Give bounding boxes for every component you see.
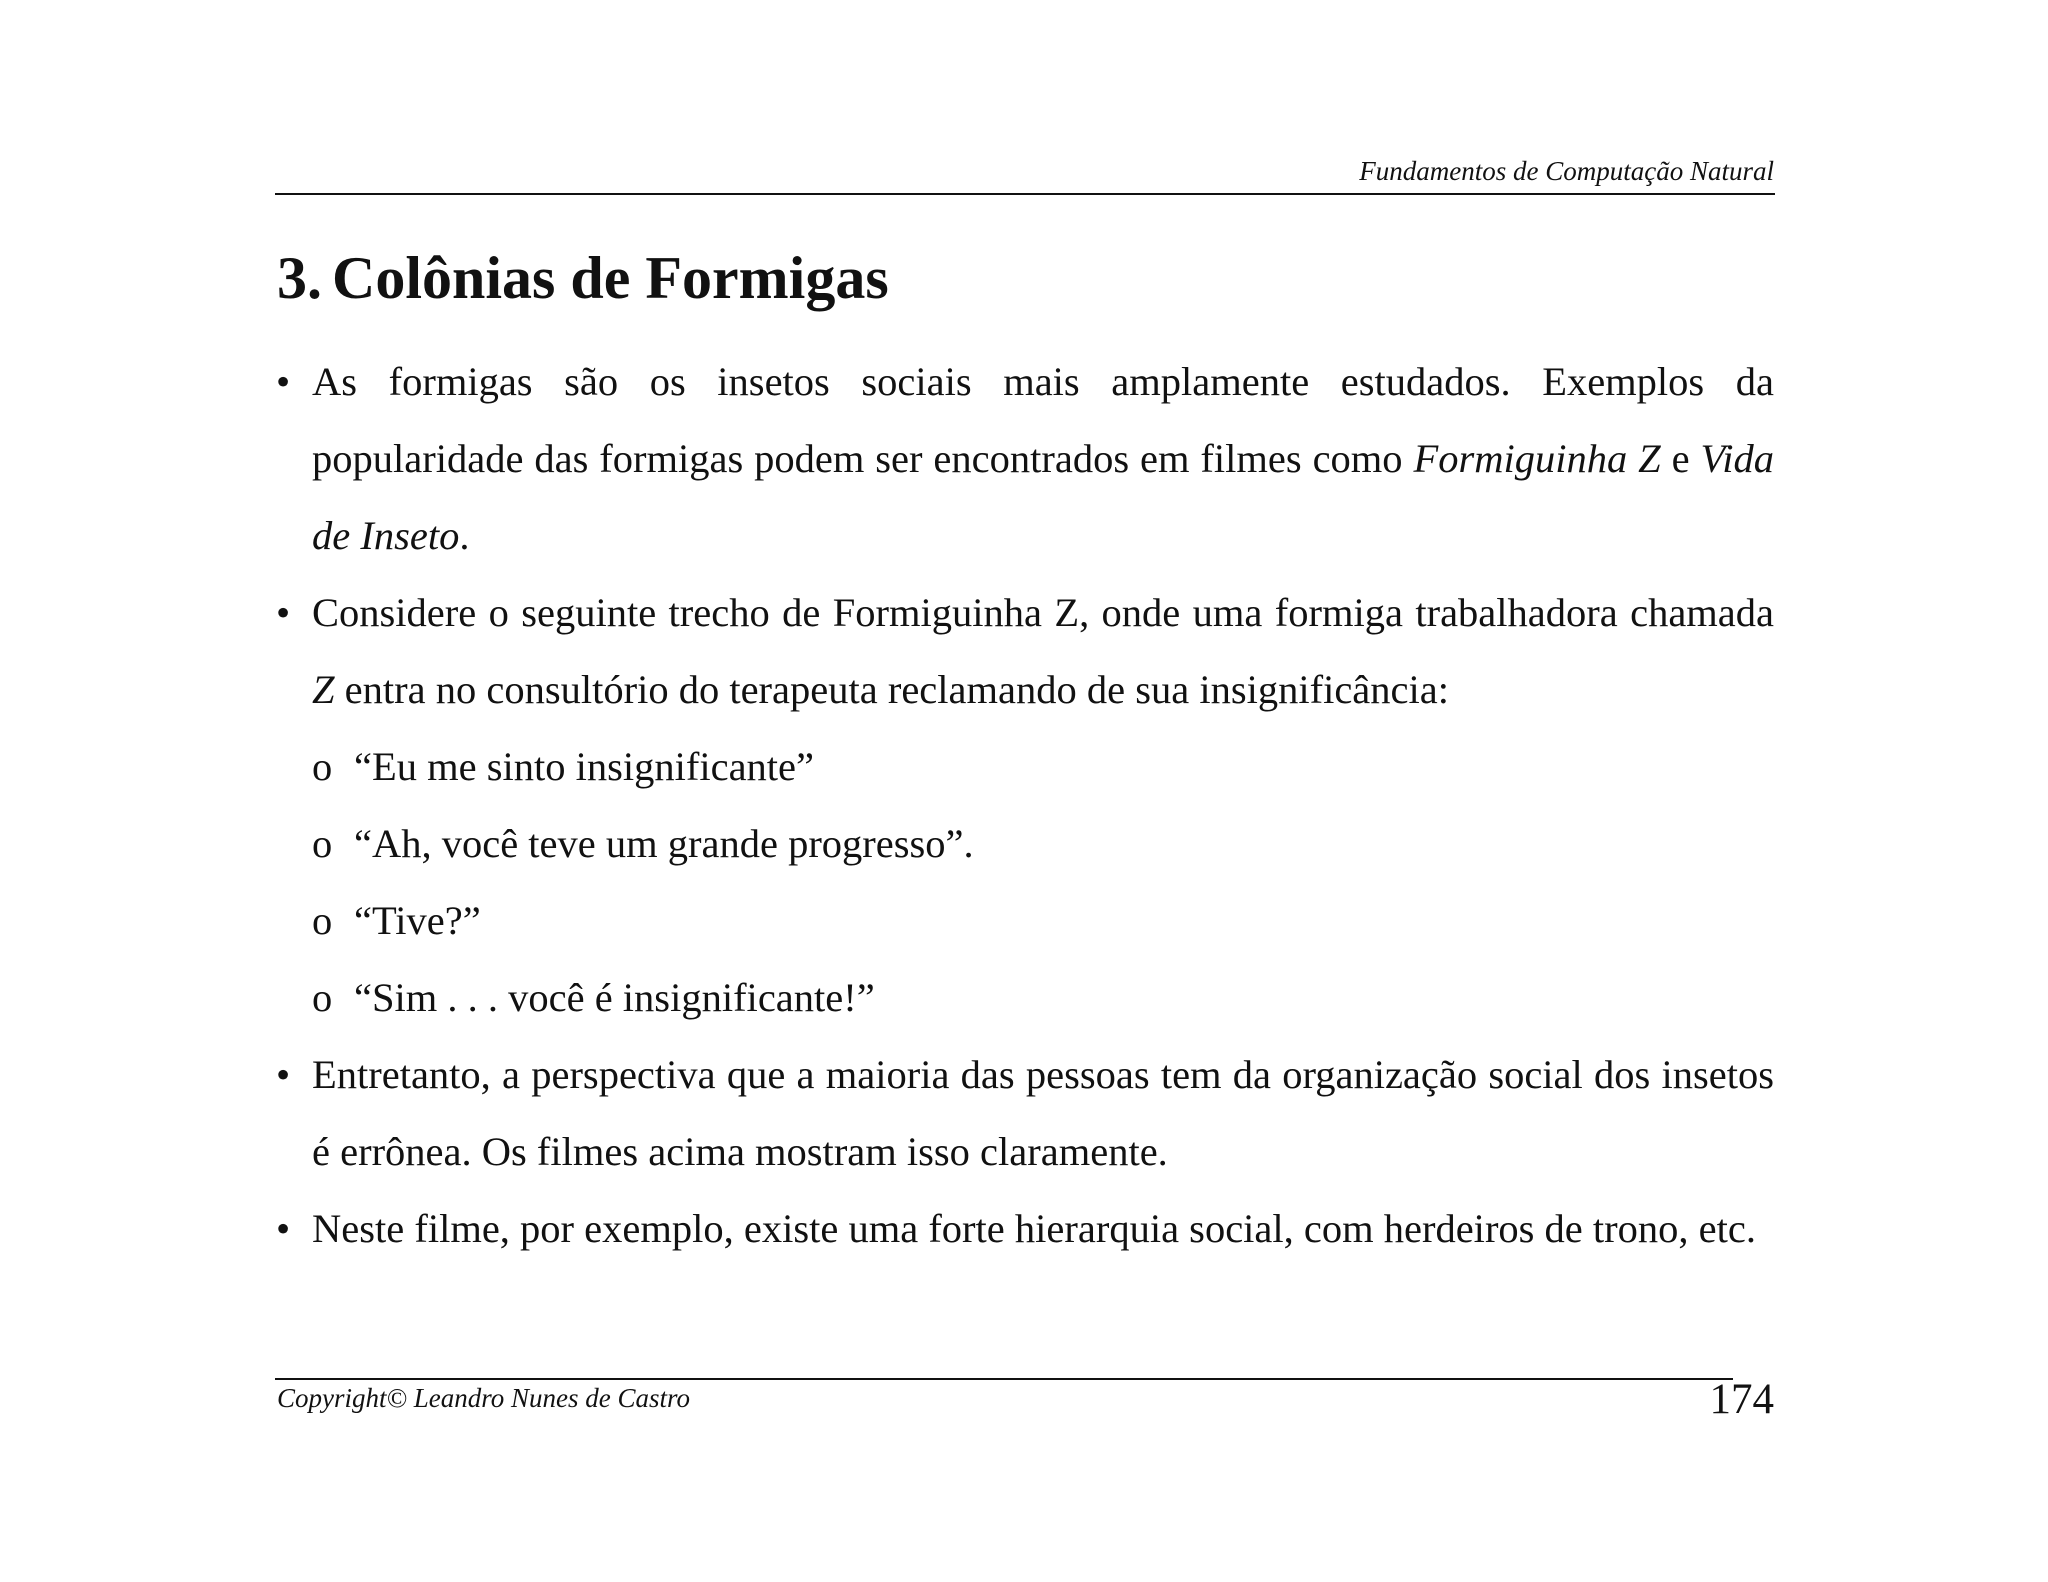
bullet-text: . [459, 513, 470, 558]
bullet-text: As formigas são os insetos sociais mais amplamente estudados. Exemplos da popularidade das formigas podem ser encontrados em filmes como [312, 359, 1774, 481]
dialogue-list [276, 728, 1774, 1036]
running-header: Fundamentos de Computação Natural [1359, 156, 1774, 186]
bullet-item [276, 574, 1774, 728]
section-title [277, 238, 889, 318]
bullet-text: Entretanto, a perspectiva que a maioria das pessoas tem da organização social dos insetos é errônea. Os filmes acima mostram isso claramente. [312, 1052, 1774, 1174]
film-title: Vida de Inseto [312, 436, 1775, 558]
bullet-icon: • [276, 359, 291, 404]
page-number: 174 [1709, 1376, 1774, 1423]
bullet-text: Considere o seguinte trecho de Formiguinha Z, onde uma formiga trabalhadora chamada [312, 590, 1774, 635]
bullet-item [276, 1190, 1774, 1267]
dialogue-line: “Ah, você teve um grande progresso”. [354, 821, 974, 866]
body-content [276, 343, 1774, 1267]
dialogue-line: “Sim . . . você é insignificante!” [354, 975, 875, 1020]
dialogue-line: “Eu me sinto insignificante” [354, 744, 814, 789]
dialogue-line: “Tive?” [354, 898, 481, 943]
section-number: 3. [277, 245, 322, 311]
section-title-text: Colônias de Formigas [332, 245, 889, 311]
bullet-icon: • [276, 590, 291, 635]
character-name: Z [312, 667, 335, 712]
dialogue-item [276, 805, 1774, 882]
bullet-icon: • [276, 1052, 291, 1097]
film-title: Formiguinha Z [1413, 436, 1661, 481]
bullet-item [276, 1036, 1774, 1190]
circle-bullet-icon: o [312, 744, 333, 789]
copyright-notice: Copyright© Leandro Nunes de Castro [277, 1383, 691, 1413]
dialogue-item [276, 728, 1774, 805]
dialogue-item [276, 959, 1774, 1036]
footer-divider [275, 1378, 1733, 1380]
circle-bullet-icon: o [312, 898, 333, 943]
bullet-text: entra no consultório do terapeuta reclamando de sua insignificância: [334, 667, 1449, 712]
header-divider [275, 193, 1775, 195]
circle-bullet-icon: o [312, 821, 333, 866]
bullet-text: e [1660, 436, 1701, 481]
bullet-text: Neste filme, por exemplo, existe uma forte hierarquia social, com herdeiros de trono, etc. [312, 1206, 1756, 1251]
dialogue-item [276, 882, 1774, 959]
bullet-icon: • [276, 1206, 291, 1251]
bullet-item [276, 343, 1774, 574]
circle-bullet-icon: o [312, 975, 333, 1020]
